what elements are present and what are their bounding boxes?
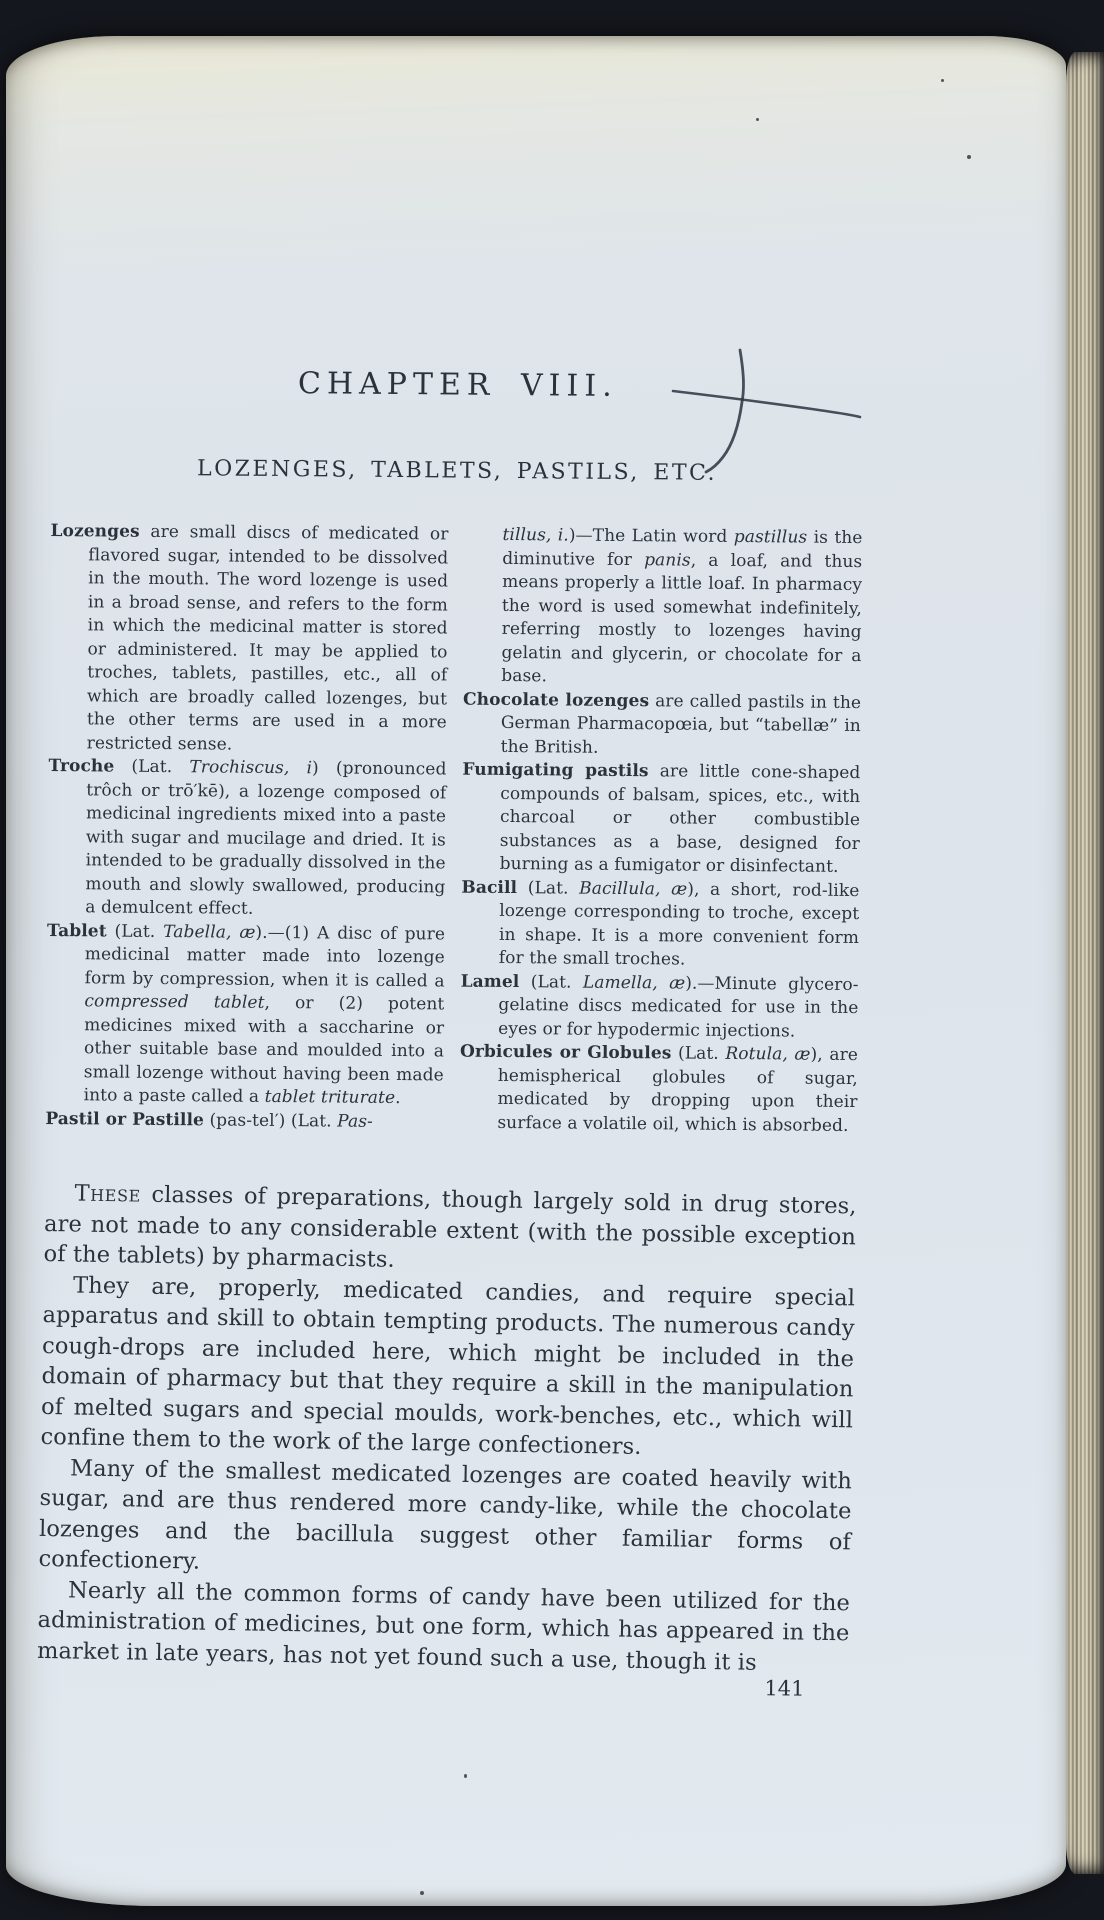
body-paragraph — [37, 1574, 850, 1679]
text-run: Orbicules or Globules — [459, 1041, 672, 1064]
paper-speck — [756, 118, 759, 121]
text-run: tablet triturate — [264, 1086, 396, 1109]
text-run: (Lat. — [519, 971, 584, 993]
page-edge-stack — [1066, 52, 1104, 1874]
definition-entry — [463, 524, 862, 692]
definition-entry — [47, 755, 446, 923]
text-run: Lamel — [460, 971, 520, 992]
text-run: are called pastils in the German Pharmacopœia, but “tabellæ” in the British. — [500, 690, 862, 758]
text-run: Bacillula, æ — [579, 878, 688, 900]
text-run: , a loaf, and thus means properly a little loaf. In pharmacy the word is used somewhat indefinitely, referring mostly to lozenges having gelatin and glycerin, or chocolate for a base. — [501, 550, 863, 687]
text-run: Fumigating pastils — [462, 759, 649, 782]
text-run: (Lat. — [671, 1043, 726, 1064]
text-run: Bacill — [461, 877, 518, 898]
definition-entry — [49, 520, 449, 758]
text-run: Pastil or Pastille — [45, 1108, 205, 1130]
definition-entry — [463, 688, 862, 762]
text-run: Lamella, æ — [582, 972, 686, 994]
definition-entry — [46, 919, 446, 1110]
body-paragraphs — [37, 1178, 857, 1679]
body-paragraph — [43, 1178, 856, 1283]
text-run: Nearly all the common forms of candy have been utilized for the administration of medicines, but one form, which has appeared in the market in late years, has not yet found such a use, though it is — [36, 1576, 851, 1676]
text-run: Pas- — [337, 1111, 374, 1132]
text-run: ).—(1) A disc of pure medicinal matter made into lozenge form by compression, when it is called a — [84, 922, 446, 991]
text-run: ), are hemispherical globules of sugar, medicated by dropping upon their surface a volatile oil, which is absorbed. — [497, 1044, 859, 1136]
paper-speck — [420, 1891, 424, 1895]
text-run: , or (2) potent medicines mixed with a saccharine or other suitable base and moulded into a small lozenge without having been made into a paste called a — [83, 992, 445, 1107]
text-run: compressed tablet — [84, 991, 265, 1013]
definition-entry — [45, 1107, 443, 1134]
definition-entry — [460, 970, 859, 1044]
text-run: . — [395, 1088, 401, 1109]
definition-column-right — [459, 524, 862, 1138]
text-run: ), a short, rod-like lozenge corresponding to troche, except in shape. It is a more convenient form for the small troches. — [498, 879, 860, 970]
text-run: (Lat. — [106, 920, 164, 942]
text-run: Tablet — [46, 920, 107, 941]
text-run: (pas-tel′) (Lat. — [203, 1109, 338, 1132]
paper-speck — [941, 79, 944, 82]
text-run: Chocolate lozenges — [463, 689, 650, 711]
text-run: classes of preparations, though largely sold in drug stores, are not made to any considerable extent (with the possible exception of the tablets) by pharmacists. — [43, 1181, 857, 1273]
definition-columns — [45, 520, 863, 1167]
text-run: Troche — [48, 755, 115, 777]
definition-entry — [461, 876, 860, 973]
text-run: Tabella, æ — [163, 921, 256, 943]
text-run: pastillus — [733, 526, 808, 548]
chapter-title: CHAPTER VIII. — [297, 366, 618, 404]
definition-entry — [462, 759, 861, 880]
text-run: Trochiscus, i — [189, 757, 313, 779]
text-run: )—The Latin word — [568, 525, 734, 547]
text-run: They are, properly, medicated candies, and require special apparatus and skill to obtain tempting products. The numerous candy cough-drops are included here, which might be included in the domain of pharmacy but that they require a skill in the manipulation of melted sugars and special moulds, work-benches, etc., which will confine them to the work of the large confectioners. — [40, 1271, 856, 1460]
definition-column-left — [45, 520, 448, 1134]
page-content — [36, 364, 864, 1701]
text-run: Rotula, æ — [725, 1043, 811, 1065]
text-run: (Lat. — [517, 877, 580, 899]
text-run: These — [74, 1180, 142, 1208]
section-title: LOZENGES, TABLETS, PASTILS, ETC. — [196, 456, 718, 486]
paper-speck — [967, 155, 971, 159]
paper-speck — [464, 1774, 467, 1778]
text-run: is the diminutive for — [502, 527, 863, 570]
body-paragraph — [40, 1269, 855, 1465]
page-number: 141 — [764, 1676, 805, 1701]
text-run: tillus, i. — [502, 524, 569, 546]
text-run: are small discs of medicated or flavored sugar, intended to be dissolved in the mouth. The word lozenge is used in a broad sense, and refers to the form in which the medicinal matter is stored or administered. It may be applied to troches, tablets, pastilles, etc., all of which are broadly called lozenges, but the other terms are used in a more restricted sense. — [86, 521, 449, 755]
text-run: Many of the smallest medicated lozenges are coated heavily with sugar, and are thus rendered more candy-like, while the chocolate lozenges and the bacillula suggest other familiar forms of confectionery. — [38, 1454, 853, 1575]
text-run: ) (pronounced trôch or trō′kē), a lozenge composed of medicinal ingredients mixed into a paste with sugar and mucilage and dried. It is intended to be gradually dissolved in the mouth and slowly swallowed, producing a demulcent effect. — [85, 758, 447, 919]
text-run: panis — [644, 549, 691, 571]
body-paragraph — [38, 1452, 852, 1587]
definition-entry — [459, 1041, 858, 1138]
text-run: ).—Minute glycero-gelatine discs medicated for use in the eyes or for hypodermic injections. — [498, 973, 859, 1042]
text-run: (Lat. — [114, 756, 190, 778]
text-run: Lozenges — [50, 520, 140, 542]
text-run: are little cone-shaped compounds of balsam, spices, etc., with charcoal or other combustible substances as a base, designed for burning as a fumigator or disinfectant. — [499, 761, 861, 877]
